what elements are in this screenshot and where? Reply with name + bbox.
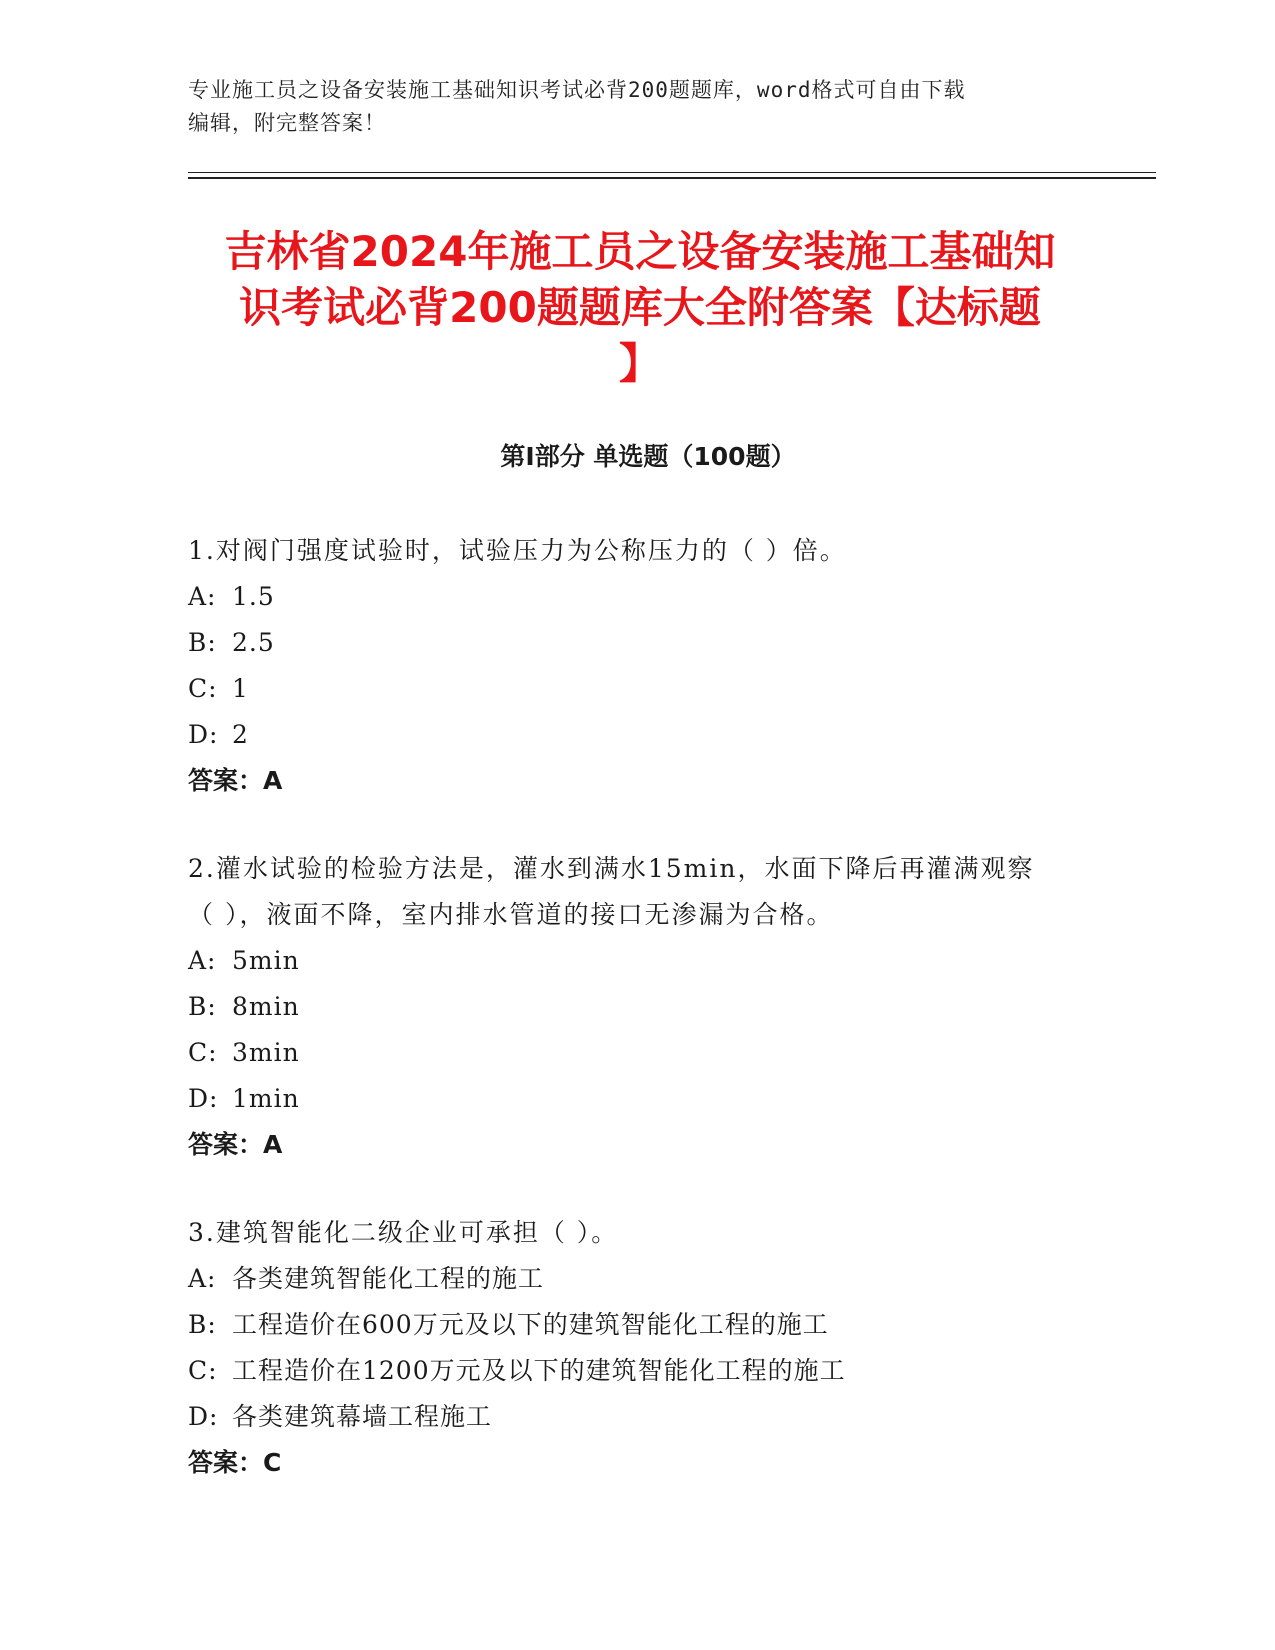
option-letter: A:: [188, 1264, 217, 1293]
document-title: [180, 224, 1100, 392]
option-b: [188, 984, 1088, 1030]
option-text: 3min: [232, 1038, 300, 1067]
document-title-line: 】: [618, 339, 661, 388]
option-c: [188, 1030, 1088, 1076]
question-stem: 3.建筑智能化二级企业可承担（ ）。: [188, 1218, 619, 1247]
option-text: 各类建筑智能化工程的施工: [232, 1264, 545, 1293]
option-letter: D:: [188, 720, 219, 749]
answer: 答案：A: [188, 1130, 283, 1159]
section-title: 第I部分 单选题（100题）: [500, 442, 796, 471]
option-d: [188, 1394, 1088, 1440]
option-letter: D:: [188, 1084, 219, 1113]
option-text: 8min: [232, 992, 300, 1021]
option-text: 工程造价在600万元及以下的建筑智能化工程的施工: [232, 1310, 829, 1339]
question-1: [188, 528, 1088, 804]
question-stem-continued: （ ），液面不降，室内排水管道的接口无渗漏为合格。: [188, 900, 834, 929]
option-c: [188, 666, 1088, 712]
option-letter: C:: [188, 674, 218, 703]
document-title-line: 吉林省2024年施工员之设备安装施工基础知: [224, 227, 1056, 276]
option-text: 2: [232, 720, 249, 749]
question-stem: 1.对阀门强度试验时，试验压力为公称压力的（ ）倍。: [188, 536, 847, 565]
answer: 答案：C: [188, 1448, 282, 1477]
option-text: 2.5: [232, 628, 275, 657]
option-letter: C:: [188, 1356, 218, 1385]
option-text: 各类建筑幕墙工程施工: [232, 1402, 493, 1431]
option-text: 5min: [232, 946, 300, 975]
option-a: [188, 1256, 1088, 1302]
header-note-line: 专业施工员之设备安装施工基础知识考试必背200题题库，word格式可自由下载: [188, 78, 966, 102]
question-list: [188, 528, 1088, 1528]
answer: 答案：A: [188, 766, 283, 795]
option-a: [188, 574, 1088, 620]
question-stem: 2.灌水试验的检验方法是，灌水到满水15min，水面下降后再灌满观察: [188, 854, 1035, 883]
option-text: 1.5: [232, 582, 275, 611]
option-letter: B:: [188, 1310, 217, 1339]
option-text: 1: [232, 674, 249, 703]
option-letter: B:: [188, 992, 217, 1021]
header-divider-thin: [188, 172, 1156, 173]
option-b: [188, 1302, 1088, 1348]
header-note-line: 编辑，附完整答案！: [188, 111, 386, 135]
header-note: [188, 74, 1088, 140]
option-letter: D:: [188, 1402, 219, 1431]
option-c: [188, 1348, 1088, 1394]
question-3: [188, 1210, 1088, 1486]
header-divider-thick: [188, 177, 1156, 179]
option-text: 工程造价在1200万元及以下的建筑智能化工程的施工: [232, 1356, 846, 1385]
option-letter: A:: [188, 946, 217, 975]
option-letter: A:: [188, 582, 217, 611]
option-d: [188, 1076, 1088, 1122]
option-letter: B:: [188, 628, 217, 657]
option-d: [188, 712, 1088, 758]
option-b: [188, 620, 1088, 666]
option-text: 1min: [232, 1084, 300, 1113]
question-2: [188, 846, 1088, 1168]
document-title-line: 识考试必背200题题库大全附答案【达标题: [239, 283, 1041, 332]
option-letter: C:: [188, 1038, 218, 1067]
option-a: [188, 938, 1088, 984]
